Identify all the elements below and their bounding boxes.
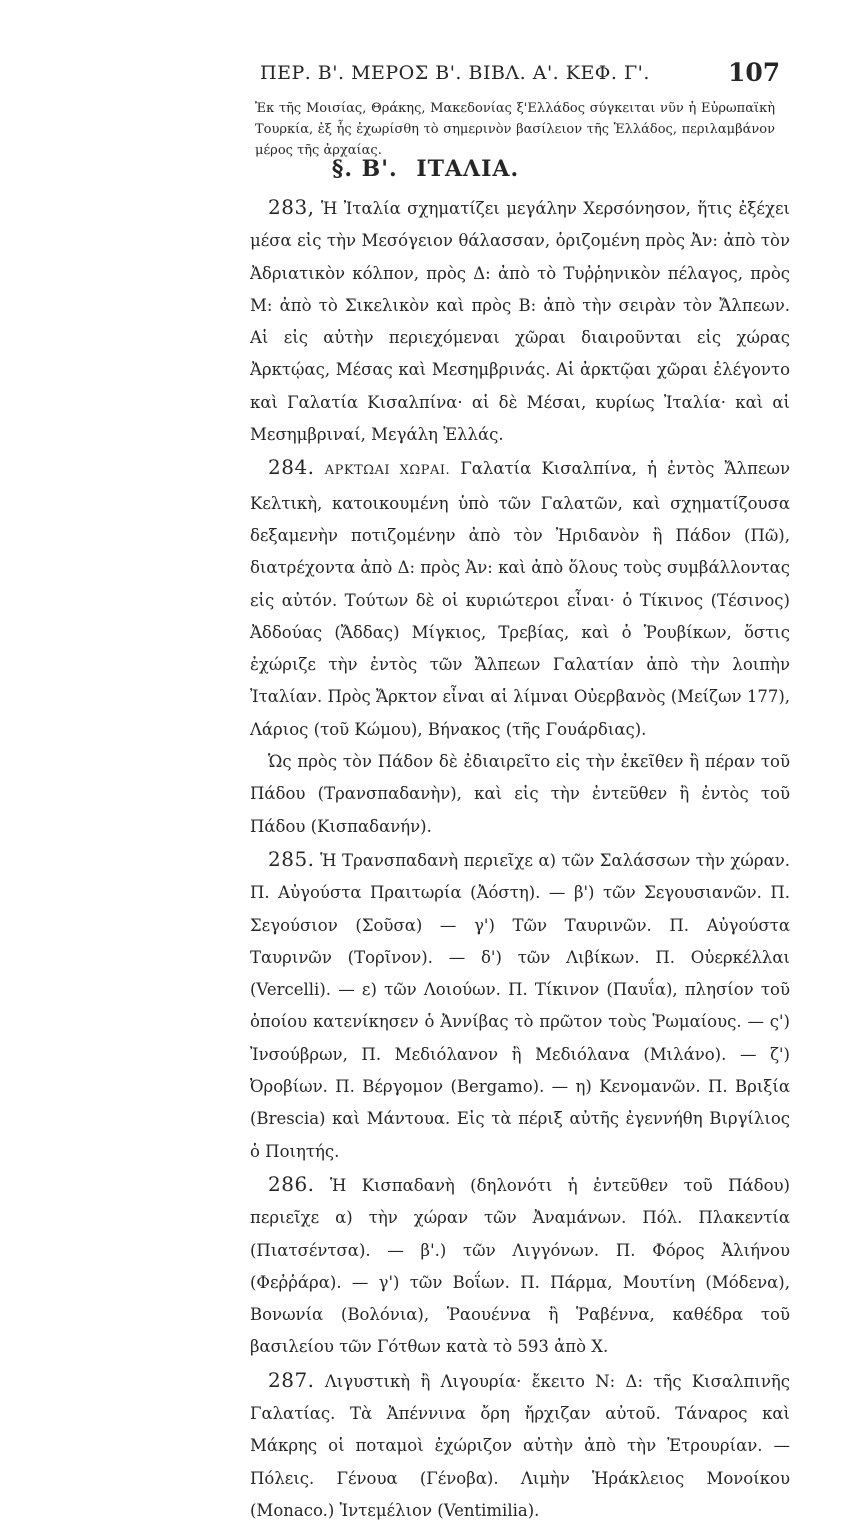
paragraph-number: 283, xyxy=(268,195,315,219)
paragraph-text: Ἡ Ἰταλία σχηματίζει μεγάλην Χερσόνησον, ἥτις ἐξέχει μέσα εἰς τὴν Μεσόγειον θάλασσαν, ὁριζομένη πρὸς Ἀν: ἀπὸ τὸν Ἀδριατικὸν κόλπον, πρὸς Δ: ἀπὸ τὸ Τυῤῥηνικὸν πέλαγος, πρὸς Μ: ἀπὸ τὸ Σικελικὸν καὶ πρὸς Β: ἀπὸ τὴν σειρὰν τὸν Ἄλπεων. Αἱ εἰς αὐτὴν περιεχόμεναι χῶραι διαιροῦνται εἰς χώρας Ἀρκτῴας, Μέσας καὶ Μεσημβρινάς. Αἱ ἀρκτῷαι χῶραι ἐλέγοντο καὶ Γαλατία Κισαλπίνα· αἱ δὲ Μέσαι, κυρίως Ἰταλία· καὶ αἱ Μεσημβριναί, Μεγάλη Ἑλλάς. xyxy=(250,199,790,445)
footnote xyxy=(255,98,775,161)
paragraph-283 xyxy=(250,191,790,451)
paragraph-lead: ΑΡΚΤΩΑΙ ΧΩΡΑΙ. xyxy=(324,463,451,479)
paragraph-287 xyxy=(250,1364,790,1527)
section-heading xyxy=(0,156,851,182)
main-text xyxy=(250,191,790,1527)
paragraph-number: 285. xyxy=(268,846,315,871)
paragraph-text: Λιγυστικὴ ἢ Λιγουρία· ἔκειτο Ν: Δ: τῆς Κισαλπινῆς Γαλατίας. Τὰ Ἀπέννινα ὄρη ἤρχιζαν αὐτοῦ. Τάναρος καὶ Μάκρης οἱ ποταμοὶ ἐχώριζον αὐτὴν ἀπὸ τὴν Ἐτρουρίαν. — Πόλεις. Γένουα (Γένοβα). Λιμὴν Ἡράκλειος Μονοίκου (Monaco.) Ἰντεμέλιον (Ventimilia). xyxy=(250,1371,790,1520)
running-title: ΠΕΡ. Β'. ΜΕΡΟΣ Β'. ΒΙΒΛ. Α'. ΚΕΦ. Γ'. xyxy=(260,62,650,84)
page-number: 107 xyxy=(728,58,781,87)
footnote-text: Ἐκ τῆς Μοισίας, Θράκης, Μακεδονίας ξ'Ελλάδος σύγκειται νῦν ἡ Εὐρωπαϊκὴ Τουρκία, ἐξ ἧς ἐχωρίσθη τὸ σημερινὸν βασίλειον τῆς Ἑλλάδος, περιλαμβάνον μέρος τῆς ἀρχαίας. xyxy=(255,101,775,158)
section-number: §. Β'. xyxy=(331,156,398,182)
paragraph-text: Ἡ Τρανσπαδανὴ περιεῖχε α) τῶν Σαλάσσων τὴν χώραν. Π. Αὐγούστα Πραιτωρία (Ἀόστη). — β') τῶν Σεγουσιανῶν. Π. Σεγούσιον (Σοῦσα) — γ') Τῶν Ταυρινῶν. Π. Αὐγούστα Ταυρινῶν (Τορῖνον). — δ') τῶν Λιβίκων. Π. Οὐερκέλλαι (Vercelli). — ε) τῶν Λοιούων. Π. Τίκινον (Παυΐα), πλησίον τοῦ ὁποίου κατενίκησεν ὁ Ἀννίβας τὸ πρῶτον τοὺς Ῥωμαίους. — ς') Ἰνσούβρων, Π. Μεδιόλανον ἢ Μεδιόλανα (Μιλάνο). — ζ') Ὀροβίων. Π. Βέργομον (Bergamo). — η) Κενομανῶν. Π. Βριξία (Brescia) καὶ Μάντουα. Εἰς τὰ πέριξ αὐτῆς ἐγεννήθη Βιργίλιος ὁ Ποιητής. xyxy=(250,850,790,1161)
section-title: ΙΤΑΛΙΑ. xyxy=(416,156,520,182)
paragraph-number: 284. xyxy=(268,455,315,480)
paragraph-285 xyxy=(250,843,790,1168)
paragraph-284-cont xyxy=(250,746,790,843)
paragraph-text: Ἡ Κισπαδανὴ (δηλονότι ἡ ἐντεῦθεν τοῦ Πάδου) περιεῖχε α) τὴν χώραν τῶν Ἀναμάνων. Πόλ. Πλακεντία (Πιατσέντσα). — β'.) τῶν Λιγγόνων. Π. Φόρος Ἀλιήνου (Φεῤῥάρα). — γ') τῶν Βοΐων. Π. Πάρμα, Μουτίνη (Μόδενα), Βονωνία (Βολόνια), Ῥαουέννα ἢ Ῥαβέννα, καθέδρα τοῦ βασιλείου τῶν Γότθων κατὰ τὸ 593 ἀπὸ Χ. xyxy=(250,1175,790,1357)
page-header xyxy=(0,58,851,92)
paragraph-number: 286. xyxy=(268,1171,315,1196)
paragraph-286 xyxy=(250,1168,790,1364)
paragraph-284 xyxy=(250,451,790,746)
paragraph-number: 287. xyxy=(268,1367,315,1392)
paragraph-text: Γαλατία Κισαλπίνα, ἡ ἐντὸς Ἄλπεων Κελτικὴ, κατοικουμένη ὑπὸ τῶν Γαλατῶν, καὶ σχηματίζουσα δεξαμενὴν ποτιζομένην ἀπὸ τὸν Ἠριδανὸν ἢ Πάδον (Πῶ), διατρέχοντα ἀπὸ Δ: πρὸς Ἀν: καὶ ἀπὸ ὅλους τοὺς συμβάλλοντας εἰς αὐτόν. Τούτων δὲ οἱ κυριώτεροι εἶναι· ὁ Τίκινος (Τέσινος) Ἀδδούας (Ἄδδας) Μίγκιος, Τρεβίας, καὶ ὁ Ῥουβίκων, ὅστις ἐχώριζε τὴν ἐντὸς τῶν Ἄλπεων Γαλατίαν ἀπὸ τὴν λοιπὴν Ἰταλίαν. Πρὸς Ἄρκτον εἶναι αἱ λίμναι Οὐερβανὸς (Μείζων 177), Λάριος (τοῦ Κώμου), Βήνακος (τῆς Γουάρδιας). xyxy=(250,459,791,739)
paragraph-text: Ὡς πρὸς τὸν Πάδον δὲ ἐδιαιρεῖτο εἰς τὴν ἐκεῖθεν ἢ πέραν τοῦ Πάδου (Τρανσπαδανὴν), καὶ εἰς τὴν ἐντεῦθεν ἢ ἐντὸς τοῦ Πάδου (Κισπαδανήν). xyxy=(250,752,790,836)
